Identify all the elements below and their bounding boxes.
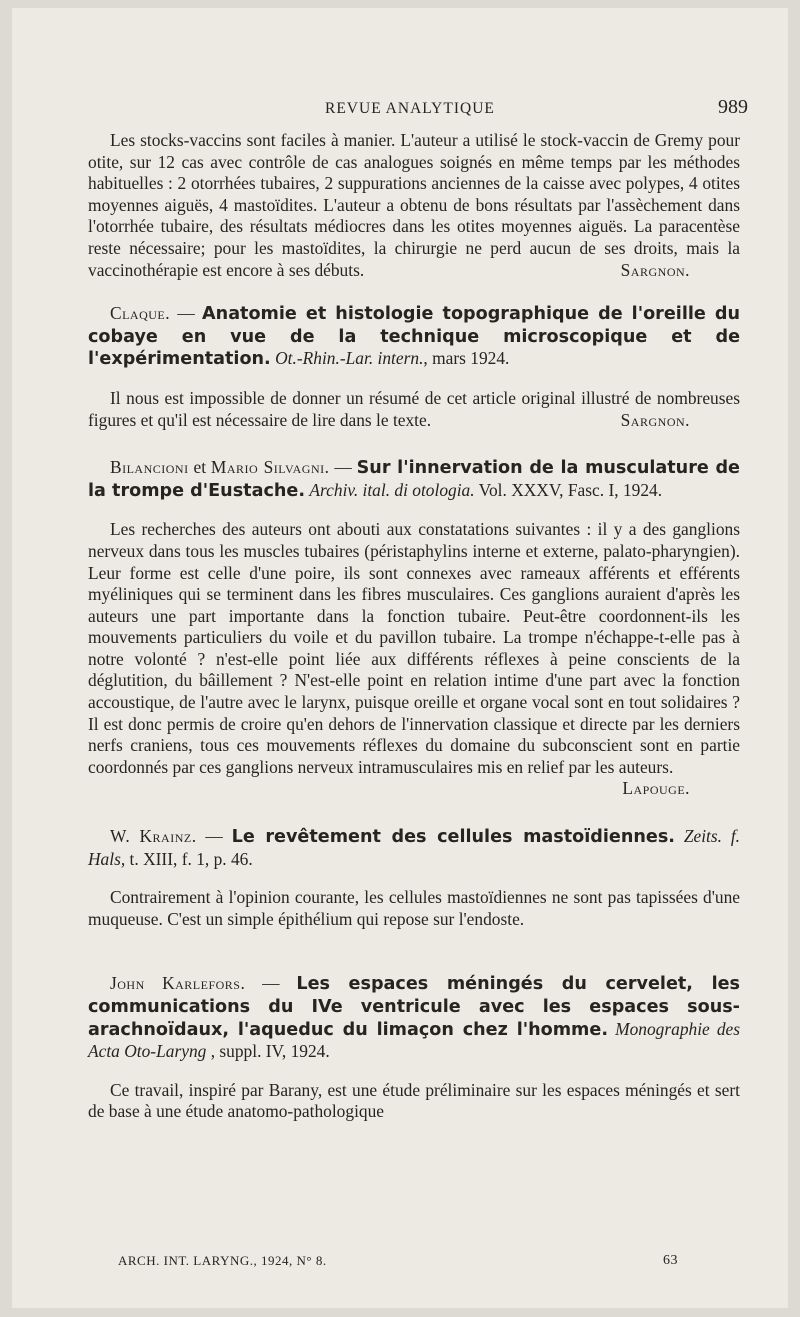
article-content [88,130,740,1123]
abstract-paragraph [88,388,740,431]
reference-claque [88,303,740,371]
article-title: Les espaces méningés du cervelet, les communications du IVe ventricule avec les espaces sous-arachnoïdaux, l'aqueduc du limaçon chez l'homme. [88,974,741,1040]
reviewer-signature: Lapouge. [622,778,690,799]
author-name: John Karlefors. [110,973,246,994]
article-title: Anatomie et histologie topographique de l'oreille du cobaye en vue de la technique microscopique et de l'expérimentation. [88,304,740,370]
author-name: Claque. [110,303,171,324]
journal-reference: t. XIII, f. 1, p. 46. [125,848,253,869]
journal-name: Archiv. ital. di otologia. [309,479,475,500]
reviewer-signature: Sargnon. [620,259,690,280]
dash: — [245,973,297,994]
journal-name: Zeits. f. Hals, [88,826,740,869]
reference-krainz [88,826,740,870]
signature-mark: 63 [663,1253,678,1268]
dash: — [170,303,203,324]
conjunction: et [188,457,211,478]
publication-date: , mars 1924. [423,348,510,369]
abstract-paragraph [88,519,740,799]
author-name: W. Krainz. [110,826,197,847]
abstract-text: Contrairement à l'opinion courante, les cellules mastoïdiennes ne sont pas tapissées d'une muqueuse. C'est un simple épithélium qui repose sur l'endoste. [88,887,740,929]
reference-bilancioni [88,457,740,502]
journal-name: Monographie des Acta Oto-Laryng [88,1018,741,1062]
page-number: 989 [718,96,748,118]
author-name: Bilancioni [110,457,189,478]
reviewer-signature: Sargnon. [620,409,690,430]
abstract-paragraph [88,130,740,281]
abstract-text: Il nous est impossible de donner un résumé de cet article original illustré de nombreuses figures et qu'il est nécessaire de lire dans le texte. [88,387,740,430]
page-header [12,96,788,126]
abstract-paragraph [88,887,740,930]
journal-name: Ot.-Rhin.-Lar. intern. [275,348,424,369]
journal-volume: Vol. XXXV, Fasc. I, 1924. [478,479,663,500]
reference-karlefors [88,973,740,1062]
article-title: Sur l'innervation de la musculature de la trompe d'Eustache. [88,458,740,501]
article-title: Le revêtement des cellules mastoïdiennes. [231,827,675,848]
running-title: REVUE ANALYTIQUE [325,100,495,117]
journal-reference: , suppl. IV, 1924. [206,1041,330,1062]
abstract-paragraph [88,1080,740,1123]
abstract-text: Ce travail, inspiré par Barany, est une étude préliminaire sur les espaces méningés et sert de base à une étude anatomo-pathologique [88,1079,740,1122]
dash: — [329,457,357,478]
page [12,8,788,1308]
abstract-text: Les stocks-vaccins sont faciles à manier. L'auteur a utilisé le stock-vaccin de Gremy pour otite, sur 12 cas avec contrôle de cas analogues soignés en même temps par les méthodes habituelles : 2 otorrhées tubaires, 2 suppurations anciennes de la caisse avec polypes, 4 otites moyennes aiguës, 4 mastoïdites. L'auteur a obtenu de bons résultats par l'assèchement dans l'otorrhée tubaire, des résultats médiocres dans les otites moyennes aiguës. La paracentèse reste nécessaire; pour les mastoïdites, la chirurgie ne perd aucun de ses droits, mais la vaccinothérapie est encore à ses débuts. [88,130,740,280]
dash: — [196,826,232,847]
abstract-text: Les recherches des auteurs ont abouti aux constatations suivantes : il y a des ganglions nerveux dans tous les muscles tubaires (péristaphylins interne et externe, palato-pharyngien). Leur forme est celle d'une poire, ils sont connexes avec rameaux afférents et efférents myéliniques qui se terminent dans les fibres musculaires. Ces ganglions auraient d'après les auteurs une part importante dans la fonction tubaire. Peut-être coordonnent-ils les mouvements particuliers du voile et du pavillon tubaire. La trompe n'échappe-t-elle pas à notre volonté ? n'est-elle point liée aux différents réflexes à peine conscients de la déglutition, du bâillement ? N'est-elle point en relation intime d'une part avec la fonction accoustique, de l'autre avec le larynx, puisque oreille et organe vocal sont en tout solidaires ? Il est donc permis de croire qu'en dehors de l'innervation classique et directe par les derniers nerfs craniens, tous ces mouvements réflexes du domaine du subconscient sont en partie coordonnés par ces ganglions nerveux intramusculaires mis en relief par les auteurs. [88,519,740,777]
author-name: Mario Silvagni. [210,457,330,478]
footer-citation: ARCH. INT. LARYNG., 1924, N° 8. [118,1253,327,1268]
